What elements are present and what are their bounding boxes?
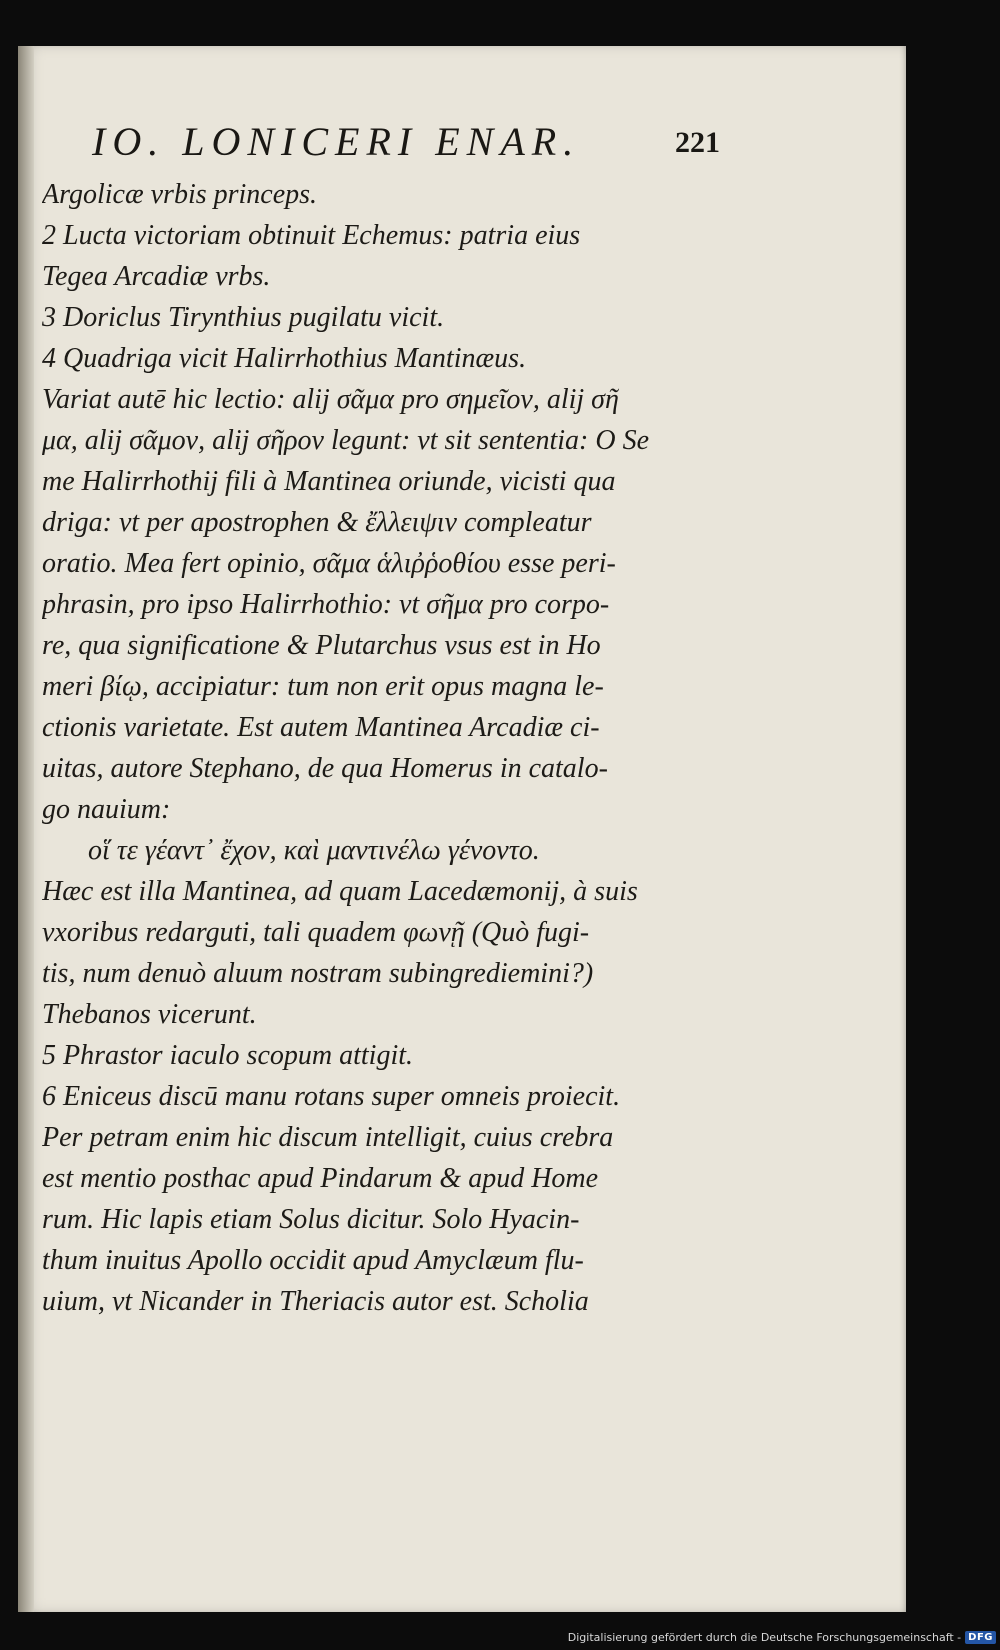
text-line: re, qua significatione & Plutarchus vsus est in Ho [42, 630, 601, 661]
text-line: est mentio posthac apud Pindarum & apud Home [42, 1163, 599, 1194]
text-line: thum inuitus Apollo occidit apud Amyclæum flu- [42, 1245, 584, 1276]
text-line: 2 Lucta victoriam obtinuit Echemus: patria eius [42, 220, 581, 251]
credit-text: Digitalisierung gefördert durch die Deutsche Forschungsgemeinschaft - [567, 1630, 962, 1644]
text-line: Tegea Arcadiæ vrbs. [42, 261, 271, 292]
greek-verse-line: οἵ τε γέαντ᾽ ἔχον, καὶ μαντινέλω γένοντο. [88, 835, 540, 866]
digitization-credit [568, 1628, 996, 1646]
running-title: IO. LONICERI ENAR. [92, 119, 581, 164]
text-line: Argolicæ vrbis princeps. [42, 179, 318, 210]
page-number: 221 [675, 126, 720, 159]
text-line: meri βίῳ, accipiatur: tum non erit opus magna le- [42, 671, 604, 702]
text-line: 3 Doriclus Tirynthius pugilatu vicit. [42, 302, 445, 333]
text-line: μα, alij σᾶμον, alij σῆρον legunt: vt sit sententia: O Se [42, 425, 650, 456]
text-line: Variat autē hic lectio: alij σᾶμα pro σημεῖον, alij σῆ [42, 384, 619, 415]
page-gutter [18, 46, 34, 1612]
text-line: me Halirrhothij fili à Mantinea oriunde, vicisti qua [42, 466, 616, 497]
text-line: tis, num denuò aluum nostram subingrediemini?) [42, 958, 594, 989]
text-line: uium, vt Nicander in Theriacis autor est. Scholia [42, 1286, 589, 1317]
text-line: rum. Hic lapis etiam Solus dicitur. Solo Hyacin- [42, 1204, 580, 1235]
text-line: vxoribus redarguti, tali quadem φωνῇ (Quò fugi- [42, 917, 590, 948]
running-head [80, 118, 720, 168]
text-line: Thebanos vicerunt. [42, 999, 257, 1030]
text-line: 5 Phrastor iaculo scopum attigit. [42, 1040, 413, 1071]
dfg-logo-icon: DFG [965, 1631, 996, 1644]
text-line: Per petram enim hic discum intelligit, cuius crebra [42, 1122, 614, 1153]
text-line: phrasin, pro ipso Halirrhothio: vt σῆμα pro corpo- [42, 589, 610, 620]
text-block [42, 174, 726, 1322]
text-line: ctionis varietate. Est autem Mantinea Arcadiæ ci- [42, 712, 600, 743]
text-line: 6 Eniceus discū manu rotans super omneis proiecit. [42, 1081, 621, 1112]
text-line: 4 Quadriga vicit Halirrhothius Mantinæus. [42, 343, 527, 374]
text-line: uitas, autore Stephano, de qua Homerus in catalo- [42, 753, 608, 784]
text-line: oratio. Mea fert opinio, σᾶμα ἁλιῤῥοθίου esse peri- [42, 548, 616, 579]
book-page [18, 46, 906, 1612]
text-line: Hæc est illa Mantinea, ad quam Lacedæmonij, à suis [42, 876, 638, 907]
text-line: driga: vt per apostrophen & ἔλλειψιν compleatur [42, 507, 592, 538]
text-line: go nauium: [42, 794, 171, 825]
